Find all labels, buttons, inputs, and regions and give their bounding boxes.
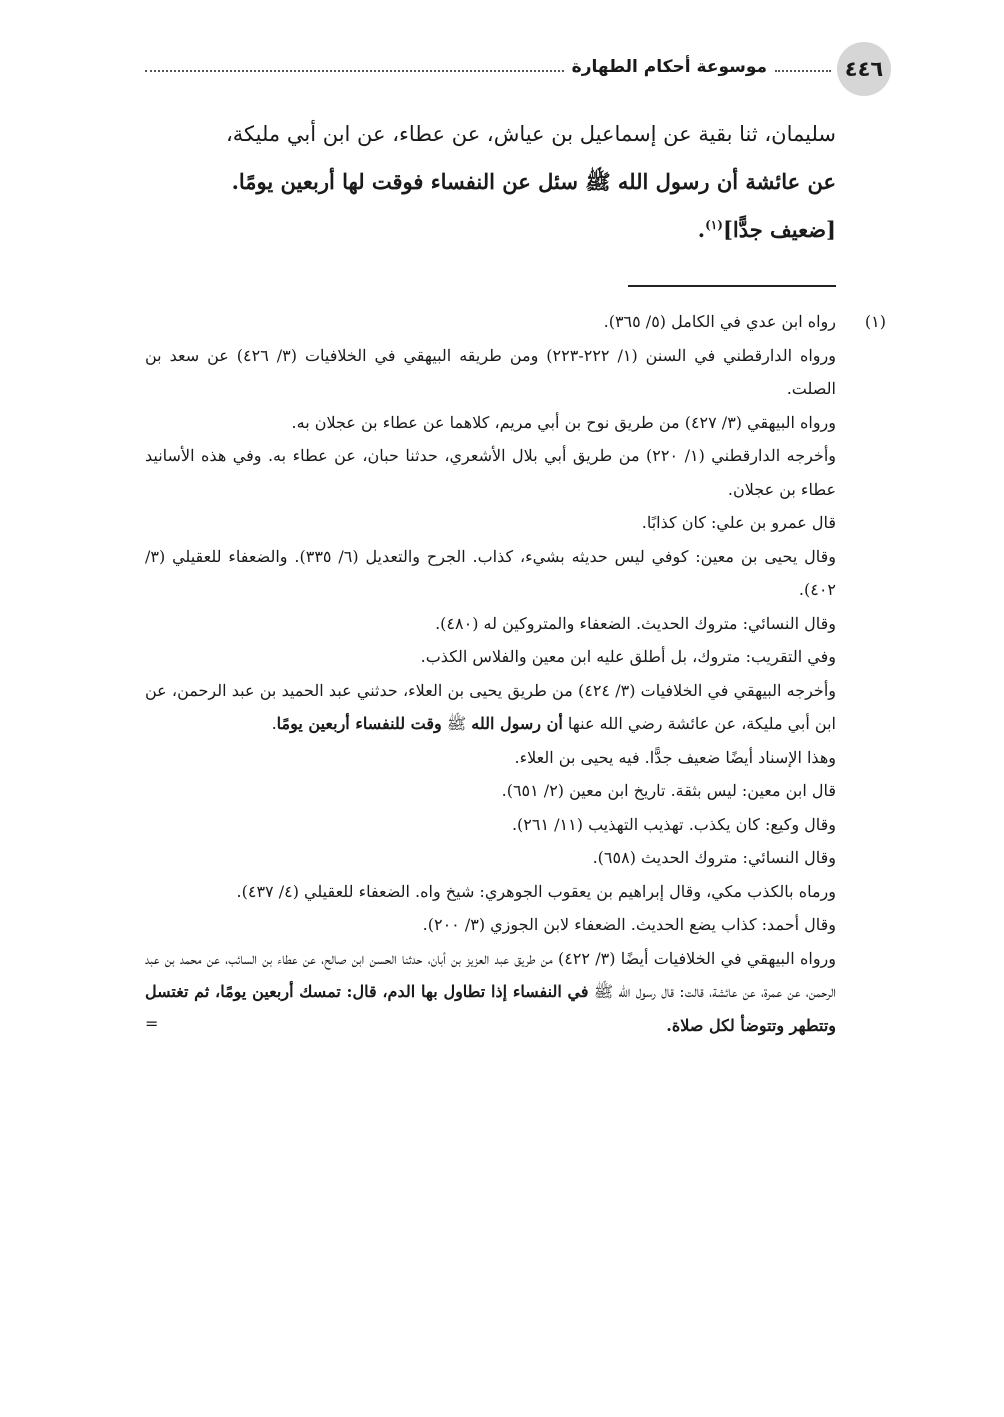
footnote-line: وقال النسائي: متروك الحديث. الضعفاء والمتروكين له (٤٨٠). [435,613,836,633]
page-header [145,42,891,106]
footnote-bold: وقت للنفساء أربعين يومًا [276,714,442,733]
footnote-paragraph [145,674,836,741]
grading-line [145,206,836,254]
page-number: ٤٤٦ [837,42,891,96]
main-text [145,110,836,254]
footnotes [145,305,886,1042]
footnote-text: . [271,714,277,733]
footnote-line: رواه ابن عدي في الكامل (٥/ ٣٦٥). [603,312,836,331]
footnote-ref: (١) [705,218,723,232]
footnote-line: وأخرجه الدارقطني (١/ ٢٢٠) من طريق أبي بلال الأشعري، حدثنا حبان، عن عطاء به. وفي هذه الأسانيد عطاء بن عجلان. [145,446,836,499]
grading: [ضعيف جدًّا] [722,217,836,242]
footnote-text: ﷺ [441,714,472,733]
footnote-line: وقال وكيع: كان يكذب. تهذيب التهذيب (١١/ ٢٦١). [511,814,836,834]
footnote-line: قال ابن معين: ليس بثقة. تاريخ ابن معين (٢/ ٦٥١). [501,781,836,800]
footnote-line: وهذا الإسناد أيضًا ضعيف جدًّا. فيه يحيى بن العلاء. [514,747,836,767]
footnote-line: ورواه الدارقطني في السنن (١/ ٢٢٢-٢٢٣) ومن طريقه البيهقي في الخلافيات (٣/ ٤٢٦) عن سعد بن الصلت. [145,345,836,398]
main-line-1: سليمان، ثنا بقية عن إسماعيل بن عياش، عن عطاء، عن ابن أبي مليكة، [226,122,836,146]
footnote-number: (١) [864,312,886,331]
footnote-line: وقال أحمد: كذاب يضع الحديث. الضعفاء لابن الجوزي (٣/ ٢٠٠). [422,915,836,934]
header-dots-left [145,70,564,72]
grading-end: . [697,217,706,242]
footnote-line: ورواه البيهقي (٣/ ٤٢٧) من طريق نوح بن أبي مريم، كلاهما عن عطاء بن عجلان به. [291,412,836,432]
header-dots-right [775,70,831,72]
footnote-text: وأخرجه البيهقي في الخلافيات (٣/ ٤٢٤) من طريق يحيى بن العلاء، حدثني عبد الحميد بن عبد الرحمن، عن ابن أبي مليكة، عن عائشة رضي الله عنها [145,680,836,733]
footnote-paragraph [145,942,836,1043]
hadith-text: عن عائشة أن رسول الله ﷺ سئل عن النفساء فوقت لها أربعين يومًا. [231,169,836,194]
header-title-row [145,52,831,82]
footnote-text: ورواه البيهقي في الخلافيات أيضًا (٣/ ٤٢٢) من طريق عبد العزيز بن أبان، حدثنا الحسن ابن صالح، عن عطاء بن السائب، عن محمد بن عبد الرحمن، عن عمرة، عن عائشة، قالت: قال رسول الله ﷺ [145,948,837,1001]
book-title: موسوعة أحكام الطهارة [571,57,767,77]
footnote-line: وفي التقريب: متروك، بل أطلق عليه ابن معين والفلاس الكذب. [420,647,836,666]
footnote-separator [628,285,836,287]
footnote-bold: في النفساء إذا تطاول بها الدم، قال: تمسك أربعين يومًا، ثم تغتسل وتتطهر وتتوضأ لكل صلاة. [145,982,836,1035]
footnote-line: ورماه بالكذب مكي، وقال إبراهيم بن يعقوب الجوهري: شيخ واه. الضعفاء للعقيلي (٤/ ٤٣٧). [236,881,836,901]
footnote-bold: أن رسول الله [471,714,563,733]
footnote-line: قال عمرو بن علي: كان كذابًا. [641,513,836,532]
footnote-line: وقال النسائي: متروك الحديث (٦٥٨). [592,848,836,867]
continuation-mark: = [145,1013,159,1033]
footnote-line: وقال يحيى بن معين: كوفي ليس حديثه بشيء، كذاب. الجرح والتعديل (٦/ ٣٣٥). والضعفاء للعقيلي (٣/ ٤٠٢). [145,546,837,599]
